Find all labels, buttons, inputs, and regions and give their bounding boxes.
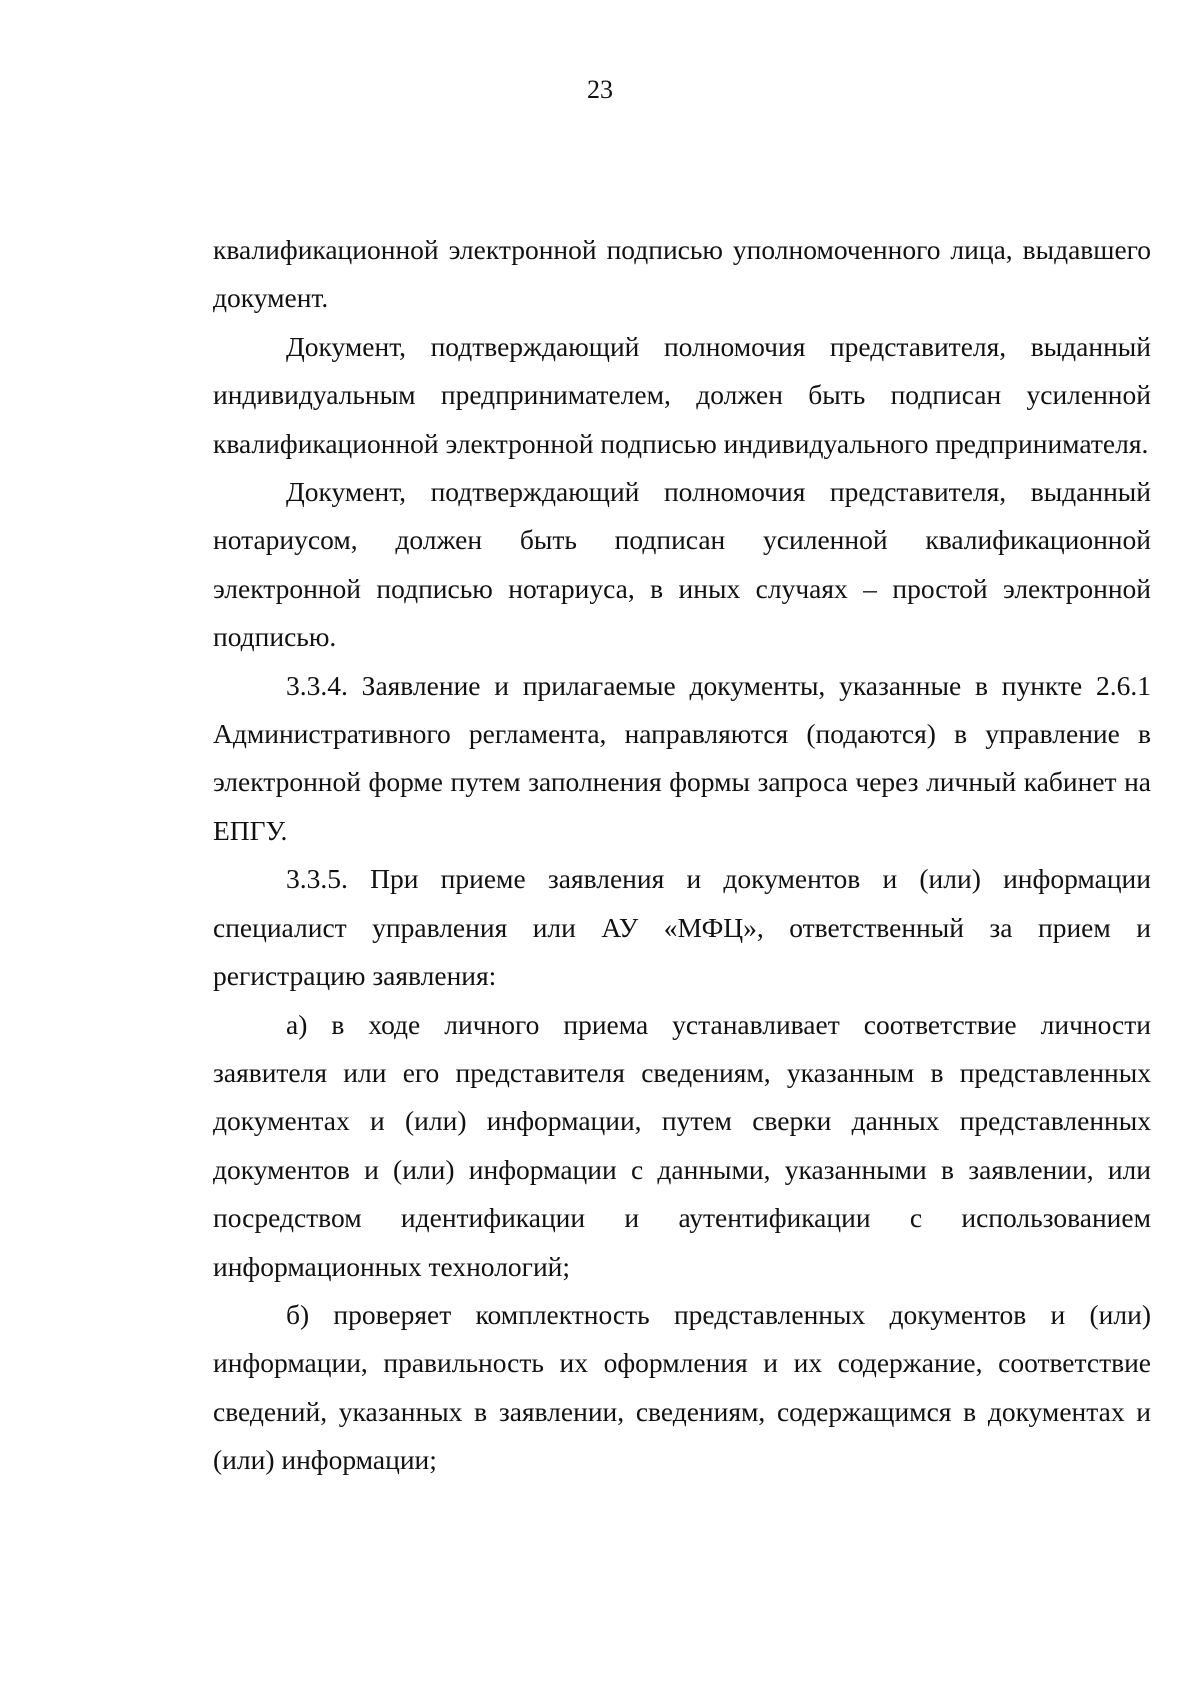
paragraph-notary-document: Документ, подтверждающий полномочия представителя, выданный нотариусом, должен быть подписан усиленной квалификационной электронной подписью нотариуса, в иных случаях – простой электронной подписью.: [213, 476, 1151, 653]
paragraph-item-a: а) в ходе личного приема устанавливает соответствие личности заявителя или его представителя сведениям, указанным в представленных документах и (или) информации, путем сверки данных представленных документов и (или) информации с данными, указанными в заявлении, или посредством идентификации и аутентификации с использованием информационных технологий;: [213, 1008, 1151, 1282]
paragraph-3-3-5: 3.3.5. При приеме заявления и документов и (или) информации специалист управления или АУ «МФЦ», ответственный за прием и регистрацию заявления:: [213, 863, 1151, 992]
paragraph-signature-continuation: квалификационной электронной подписью уполномоченного лица, выдавшего документ.: [213, 234, 1151, 314]
document-body: [213, 226, 1151, 1485]
paragraph-3-3-4: 3.3.4. Заявление и прилагаемые документы, указанные в пункте 2.6.1 Административного регламента, направляются (подаются) в управление в электронной форме путем заполнения формы запроса через личный кабинет на ЕПГУ.: [213, 669, 1151, 846]
paragraph-item-b: б) проверяет комплектность представленных документов и (или) информации, правильность их оформления и их содержание, соответствие сведений, указанных в заявлении, сведениям, содержащимся в документах и (или) информации;: [213, 1298, 1151, 1476]
page-number: 23: [587, 75, 613, 104]
paragraph-entrepreneur-document: Документ, подтверждающий полномочия представителя, выданный индивидуальным предпринимателем, должен быть подписан усиленной квалификационной электронной подписью индивидуального предпринимателя.: [213, 330, 1151, 459]
